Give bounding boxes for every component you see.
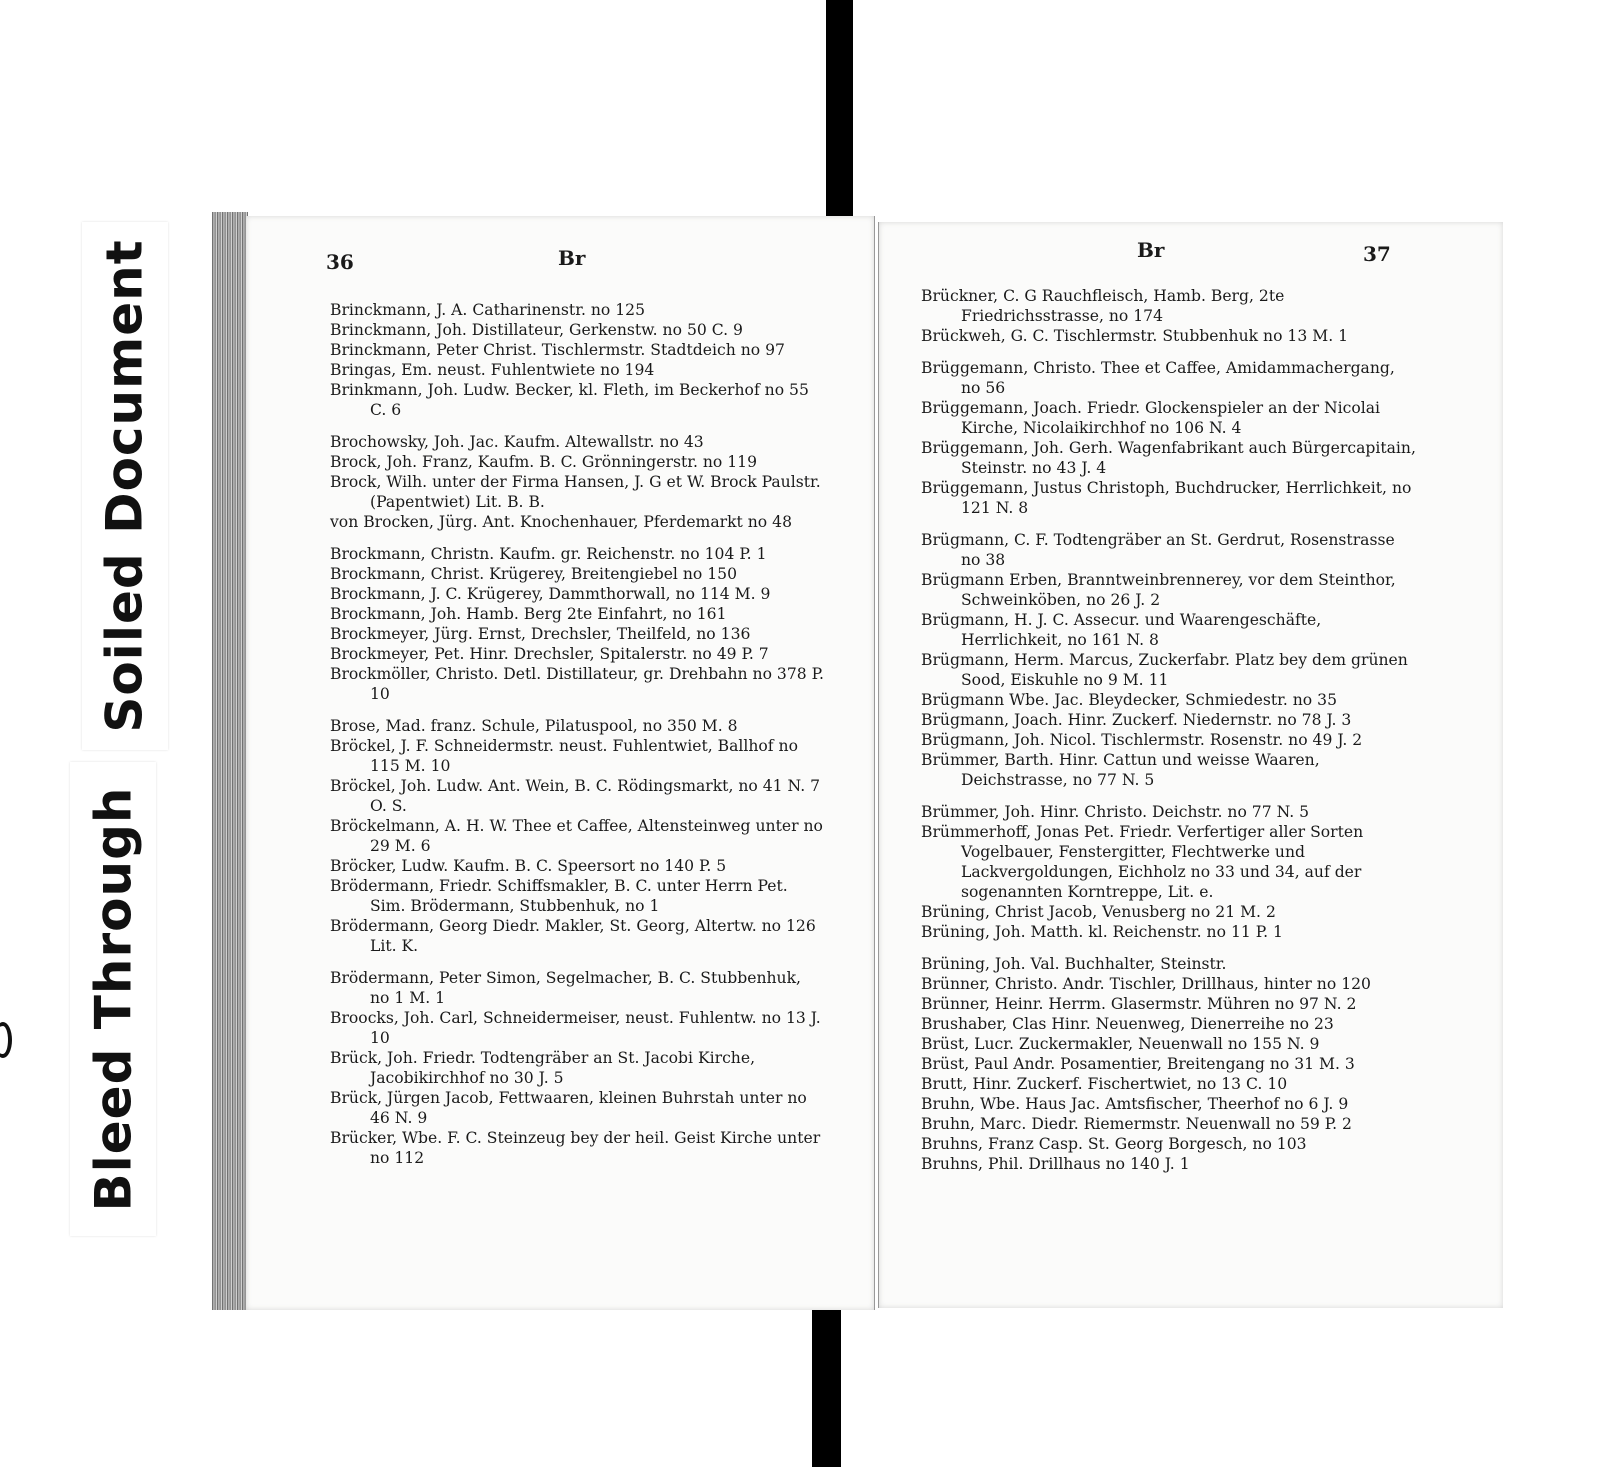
directory-entry: Brochowsky, Joh. Jac. Kaufm. Altewallstr. no 43	[330, 433, 704, 451]
binding-strip-bottom	[812, 1304, 841, 1467]
directory-entry: Brinkmann, Joh. Ludw. Becker, kl. Fleth, im Beckerhof no 55 C. 6	[330, 381, 809, 419]
directory-entry: Brüggemann, Christo. Thee et Caffee, Amidammachergang, no 56	[921, 359, 1395, 397]
directory-entry: Bruhn, Wbe. Haus Jac. Amtsfischer, Theerhof no 6 J. 9	[921, 1095, 1349, 1113]
directory-entry: Brücker, Wbe. F. C. Steinzeug bey der heil. Geist Kirche unter no 112	[330, 1129, 821, 1167]
directory-entry: Brock, Joh. Franz, Kaufm. B. C. Grönningerstr. no 119	[330, 453, 758, 471]
binding-strip-top	[826, 0, 853, 232]
directory-entry: Bringas, Em. neust. Fuhlentwiete no 194	[330, 361, 655, 379]
directory-entry: Brüggemann, Joach. Friedr. Glockenspieler an der Nicolai Kirche, Nicolaikirchhof no 106 N. 4	[921, 399, 1381, 437]
directory-entry: Brückweh, G. C. Tischlermstr. Stubbenhuk no 13 M. 1	[921, 327, 1349, 345]
directory-entry: Brockmöller, Christo. Detl. Distillateur, gr. Drehbahn no 378 P. 10	[330, 665, 824, 703]
directory-entry: Brügmann Erben, Branntweinbrennerey, vor dem Steinthor, Schweinköben, no 26 J. 2	[921, 571, 1396, 609]
directory-entry: Brüning, Joh. Matth. kl. Reichenstr. no 11 P. 1	[921, 923, 1283, 941]
directory-entry: Brügmann, C. F. Todtengräber an St. Gerdrut, Rosenstrasse no 38	[921, 531, 1395, 569]
directory-entry: Bröckel, Joh. Ludw. Ant. Wein, B. C. Rödingsmarkt, no 41 N. 7 O. S.	[330, 777, 821, 815]
directory-entry: Brüning, Joh. Val. Buchhalter, Steinstr.	[921, 955, 1227, 973]
directory-entry: Brückner, C. G Rauchfleisch, Hamb. Berg, 2te Friedrichsstrasse, no 174	[921, 287, 1285, 325]
directory-entry: Brock, Wilh. unter der Firma Hansen, J. G et W. Brock Paulstr. (Papentwiet) Lit. B. B.	[330, 473, 821, 511]
running-head-right: Br	[1137, 238, 1165, 262]
page-block-edge	[212, 212, 248, 1310]
directory-entry: Brügmann, H. J. C. Assecur. und Waarengeschäfte, Herrlichkeit, no 161 N. 8	[921, 611, 1322, 649]
directory-entry: Brümmerhoff, Jonas Pet. Friedr. Verfertiger aller Sorten Vogelbauer, Fenstergitter, Flechtwerke und Lackvergoldungen, Eichholz no 33 und 34, auf der sogenannten Korntreppe, Lit. e.	[921, 823, 1364, 901]
directory-entry: Brüggemann, Justus Christoph, Buchdrucker, Herrlichkeit, no 121 N. 8	[921, 479, 1412, 517]
directory-entry: Bröcker, Ludw. Kaufm. B. C. Speersort no 140 P. 5	[330, 857, 727, 875]
directory-entry: Brügmann, Herm. Marcus, Zuckerfabr. Platz bey dem grünen Sood, Eiskuhle no 9 M. 11	[921, 651, 1408, 689]
directory-entry: Bruhns, Franz Casp. St. Georg Borgesch, no 103	[921, 1135, 1307, 1153]
right-page	[878, 222, 1503, 1308]
bleed-through-label: Bleed Through	[84, 786, 142, 1212]
edge-mark	[0, 1022, 12, 1058]
directory-entry: Brinckmann, Joh. Distillateur, Gerkenstw. no 50 C. 9	[330, 321, 743, 339]
directory-entry: Brümmer, Barth. Hinr. Cattun und weisse Waaren, Deichstrasse, no 77 N. 5	[921, 751, 1320, 789]
directory-entry: Brück, Joh. Friedr. Todtengräber an St. Jacobi Kirche, Jacobikirchhof no 30 J. 5	[330, 1049, 756, 1087]
directory-entry: Brümmer, Joh. Hinr. Christo. Deichstr. no 77 N. 5	[921, 803, 1310, 821]
directory-entry: Brüning, Christ Jacob, Venusberg no 21 M. 2	[921, 903, 1276, 921]
page-number-right: 37	[1363, 242, 1391, 266]
soiled-document-label: Soiled Document	[96, 239, 155, 733]
running-head-left: Br	[558, 246, 586, 270]
directory-entry: Brödermann, Peter Simon, Segelmacher, B. C. Stubbenhuk, no 1 M. 1	[330, 969, 802, 1007]
directory-entry: Brünner, Christo. Andr. Tischler, Drillhaus, hinter no 120	[921, 975, 1371, 993]
directory-entry: Brockmeyer, Jürg. Ernst, Drechsler, Theilfeld, no 136	[330, 625, 751, 643]
left-page	[246, 216, 875, 1310]
right-entry-list	[921, 286, 1419, 1174]
left-entry-list	[330, 300, 825, 1168]
directory-entry: Brügmann Wbe. Jac. Bleydecker, Schmiedestr. no 35	[921, 691, 1337, 709]
directory-entry: Brose, Mad. franz. Schule, Pilatuspool, no 350 M. 8	[330, 717, 738, 735]
directory-entry: Broocks, Joh. Carl, Schneidermeiser, neust. Fuhlentw. no 13 J. 10	[330, 1009, 821, 1047]
page-number-left: 36	[326, 250, 354, 274]
directory-entry: Brockmann, J. C. Krügerey, Dammthorwall, no 114 M. 9	[330, 585, 771, 603]
directory-entry: Brushaber, Clas Hinr. Neuenweg, Dienerreihe no 23	[921, 1015, 1334, 1033]
soiled-document-stamp	[82, 222, 168, 750]
directory-entry: Brutt, Hinr. Zuckerf. Fischertwiet, no 13 C. 10	[921, 1075, 1288, 1093]
directory-entry: Brück, Jürgen Jacob, Fettwaaren, kleinen Buhrstah unter no 46 N. 9	[330, 1089, 807, 1127]
directory-entry: Brügmann, Joh. Nicol. Tischlermstr. Rosenstr. no 49 J. 2	[921, 731, 1363, 749]
directory-entry: Brünner, Heinr. Herrm. Glasermstr. Mühren no 97 N. 2	[921, 995, 1357, 1013]
directory-entry: Bröckelmann, A. H. W. Thee et Caffee, Altensteinweg unter no 29 M. 6	[330, 817, 823, 855]
directory-entry: Brockmann, Christn. Kaufm. gr. Reichenstr. no 104 P. 1	[330, 545, 767, 563]
directory-entry: Brödermann, Friedr. Schiffsmakler, B. C. unter Herrn Pet. Sim. Brödermann, Stubbenhuk, no 1	[330, 877, 788, 915]
bleed-through-stamp	[70, 762, 156, 1236]
directory-entry: Bruhns, Phil. Drillhaus no 140 J. 1	[921, 1155, 1190, 1173]
directory-entry: Brockmeyer, Pet. Hinr. Drechsler, Spitalerstr. no 49 P. 7	[330, 645, 769, 663]
directory-entry: Brüggemann, Joh. Gerh. Wagenfabrikant auch Bürgercapitain, Steinstr. no 43 J. 4	[921, 439, 1416, 477]
directory-entry: Brüst, Lucr. Zuckermakler, Neuenwall no 155 N. 9	[921, 1035, 1320, 1053]
directory-entry: Brockmann, Joh. Hamb. Berg 2te Einfahrt, no 161	[330, 605, 727, 623]
directory-entry: Brüst, Paul Andr. Posamentier, Breitengang no 31 M. 3	[921, 1055, 1355, 1073]
directory-entry: Brödermann, Georg Diedr. Makler, St. Georg, Altertw. no 126 Lit. K.	[330, 917, 816, 955]
directory-entry: Brockmann, Christ. Krügerey, Breitengiebel no 150	[330, 565, 738, 583]
directory-entry: von Brocken, Jürg. Ant. Knochenhauer, Pferdemarkt no 48	[330, 513, 792, 531]
directory-entry: Bröckel, J. F. Schneidermstr. neust. Fuhlentwiet, Ballhof no 115 M. 10	[330, 737, 798, 775]
directory-entry: Brinckmann, Peter Christ. Tischlermstr. Stadtdeich no 97	[330, 341, 785, 359]
directory-entry: Brinckmann, J. A. Catharinenstr. no 125	[330, 301, 646, 319]
directory-entry: Brügmann, Joach. Hinr. Zuckerf. Niedernstr. no 78 J. 3	[921, 711, 1352, 729]
directory-entry: Bruhn, Marc. Diedr. Riemermstr. Neuenwall no 59 P. 2	[921, 1115, 1352, 1133]
